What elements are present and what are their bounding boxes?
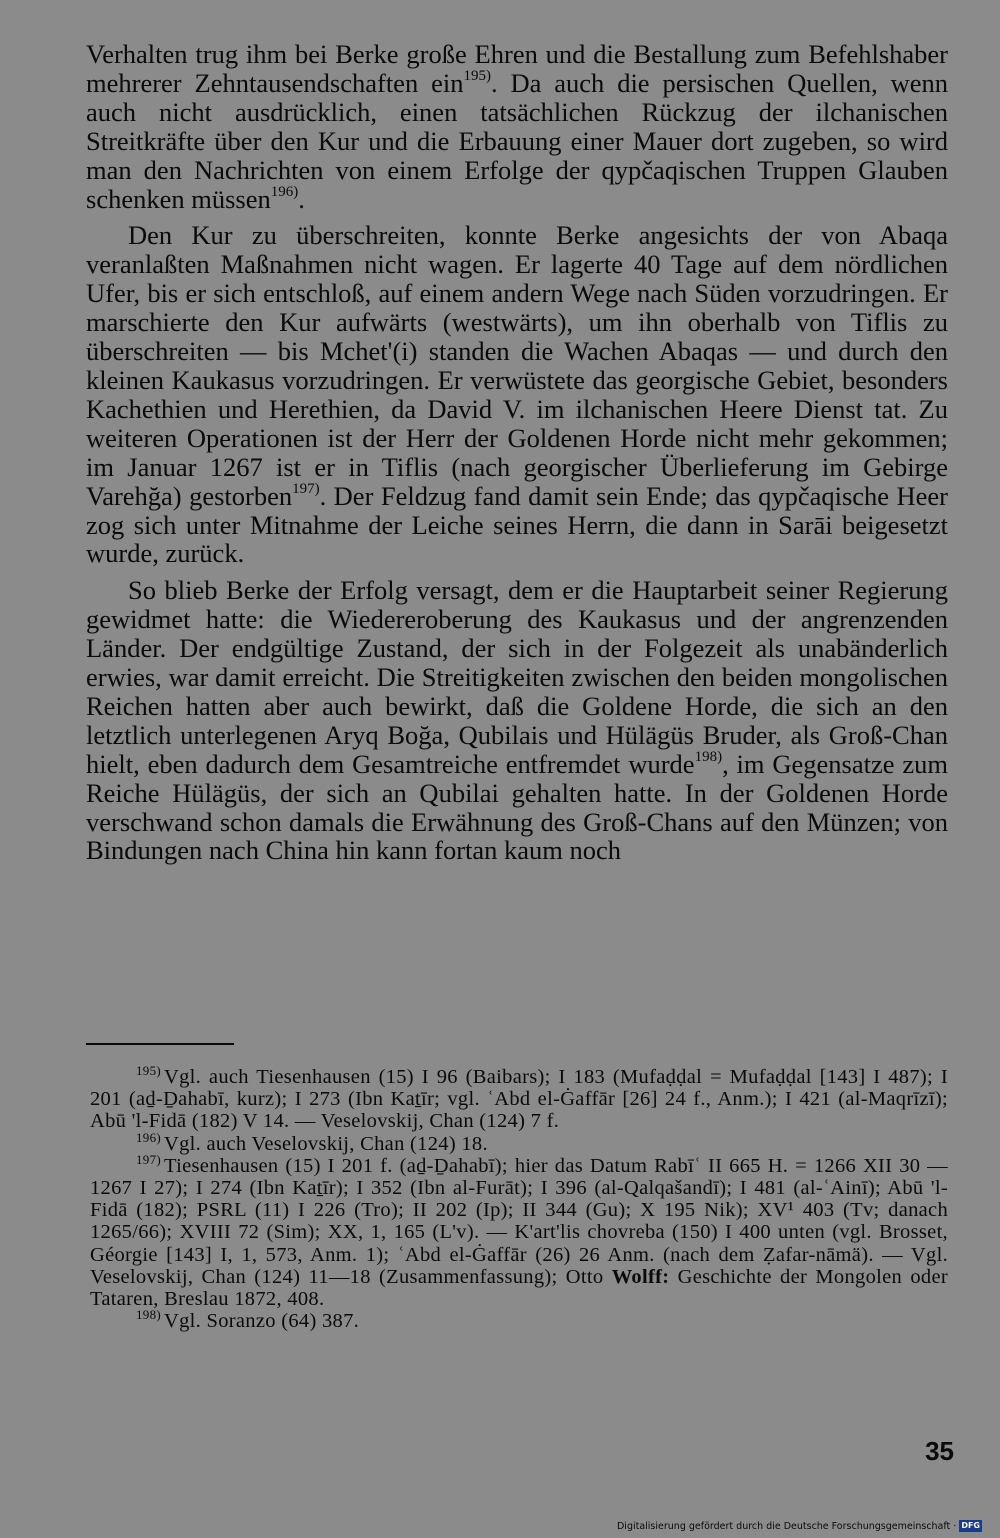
- text-run: . Der Feldzug fand damit sein Ende; das qypčaqische Heer zog sich unter Mitnahme der Leiche seines Herrn, die dann in Sarāi beigesetzt wurde, zurück.: [86, 480, 948, 569]
- footnote: [90, 1063, 948, 1133]
- text-run: , im Gegensatze zum Reiche Hülägüs, der sich an Qubilai gehalten hatte. In der Goldenen Horde verschwand schon damals die Erwähnung des Groß-Chans auf den Münzen; von Bindungen nach China hin kann fortan kaum noch: [86, 748, 948, 866]
- dfg-logo: DFG: [961, 1521, 980, 1530]
- footnote-reference: 195): [463, 68, 491, 85]
- text-run: . Da auch die persischen Quellen, wenn auch nicht ausdrücklich, einen tatsächlichen Rückzug der ilchanischen Streitkräfte über den Kur und die Erbauung einer Mauer dort zugeben, so wird man den Nachrichten von einem Erfolge der qypčaqischen Truppen Glauben schenken müssen: [86, 67, 948, 214]
- body-paragraph: [86, 576, 948, 865]
- footnote-reference: 196): [270, 183, 299, 200]
- credit-text: Digitalisierung gefördert durch die Deutsche Forschungsgemeinschaft ·: [616, 1520, 957, 1532]
- footnote: [90, 1151, 948, 1311]
- footnote-reference: 197): [292, 480, 320, 497]
- footnote: [90, 1129, 948, 1155]
- main-text: [86, 40, 948, 865]
- page-body: [86, 40, 948, 865]
- footnote-number: 198): [136, 1307, 162, 1323]
- digitization-credit: [617, 1520, 982, 1532]
- footnote-number: 195): [136, 1063, 162, 1079]
- author-name: Wolff:: [611, 1265, 670, 1288]
- footnote-text: Geschichte der Mongolen oder Tataren, Breslau 1872, 408.: [90, 1265, 948, 1311]
- footnote-separator: [86, 1043, 234, 1045]
- text-run: .: [298, 183, 305, 214]
- footnote-text: Vgl. Soranzo (64) 387.: [164, 1310, 360, 1333]
- text-run: So blieb Berke der Erfolg versagt, dem er die Hauptarbeit seiner Regierung gewidmet hatte: die Wiedereroberung des Kaukasus und der angrenzenden Länder. Der endgültige Zustand, der sich in der Folgezeit als unabänderlich erwies, war damit erreicht. Die Streitigkeiten zwischen den beiden mongolischen Reichen hatten aber auch bewirkt, daß die Goldene Horde, die sich an den letztlich unterlegenen Aryq Boğa, Qubilais und Hülägüs Bruder, als Groß-Chan hielt, eben dadurch dem Gesamtreiche entfremdet wurde: [86, 575, 948, 779]
- footnote-number: 197): [136, 1151, 162, 1167]
- footnotes: [90, 1063, 948, 1333]
- footnote-reference: 198): [694, 748, 723, 765]
- text-run: Verhalten trug ihm bei Berke große Ehren und die Bestallung zum Befehlshaber mehrerer Zehntausendschaften ein: [86, 39, 948, 98]
- body-paragraph: [86, 40, 948, 213]
- footnote-text: Vgl. auch Veselovskij, Chan (124) 18.: [164, 1132, 488, 1155]
- footnote: [90, 1307, 948, 1333]
- footnote-text: Vgl. auch Tiesenhausen (15) I 96 (Baibars); I 183 (Mufaḍḍal = Mufaḍḍal [143] I 487); I 201 (aḏ-Ḏahabī, kurz); I 273 (Ibn Kaṯīr; vgl. ʿAbd el-Ġaffār [26] 24 f., Anm.); I 421 (al-Maqrīzī); Abū 'l-Fidā (182) V 14. — Veselovskij, Chan (124) 7 f.: [90, 1066, 948, 1133]
- footnote-text: Tiesenhausen (15) I 201 f. (aḏ-Ḏahabī); hier das Datum Rabīʿ II 665 H. = 1266 XII 30 — 1267 I 27); I 274 (Ibn Kaṯīr); I 352 (Ibn al-Furāt); I 396 (al-Qalqašandī); I 481 (al-ʿAinī); Abū 'l-Fidā (182); PSRL (11) I 226 (Tro); II 202 (Ip); II 344 (Gu); X 195 Nik); XV¹ 403 (Tv; danach 1265/66); XVIII 72 (Sim); XX, 1, 165 (L'v). — K'art'lis chovreba (150) I 400 unten (vgl. Brosset, Géorgie [143] I, 1, 573, Anm. 1); ʿAbd el-Ġaffār (26) 26 Anm. (nach dem Ẓafar-nāmä). — Vgl. Veselovskij, Chan (124) 11—18 (Zusammenfassung); Otto: [90, 1154, 948, 1288]
- text-run: Den Kur zu überschreiten, konnte Berke angesichts der von Abaqa veranlaßten Maßnahmen nicht wagen. Er lagerte 40 Tage auf dem nördlichen Ufer, bis er sich entschloß, auf einem andern Wege nach Süden vorzudringen. Er marschierte den Kur aufwärts (westwärts), um ihn oberhalb von Tiflis zu überschreiten — bis Mchet'(i) standen die Wachen Abaqas — und durch den kleinen Kaukasus vorzudringen. Er verwüstete das georgische Gebiet, besonders Kachethien und Herethien, da David V. im ilchanischen Heere Dienst tat. Zu weiteren Operationen ist der Herr der Goldenen Horde nicht mehr gekommen; im Januar 1267 ist er in Tiflis (nach georgischer Überlieferung im Gebirge Varehğa) gestorben: [86, 220, 948, 511]
- body-paragraph: [86, 221, 948, 568]
- footnote-number: 196): [136, 1129, 162, 1145]
- page-number: 35: [925, 1436, 954, 1466]
